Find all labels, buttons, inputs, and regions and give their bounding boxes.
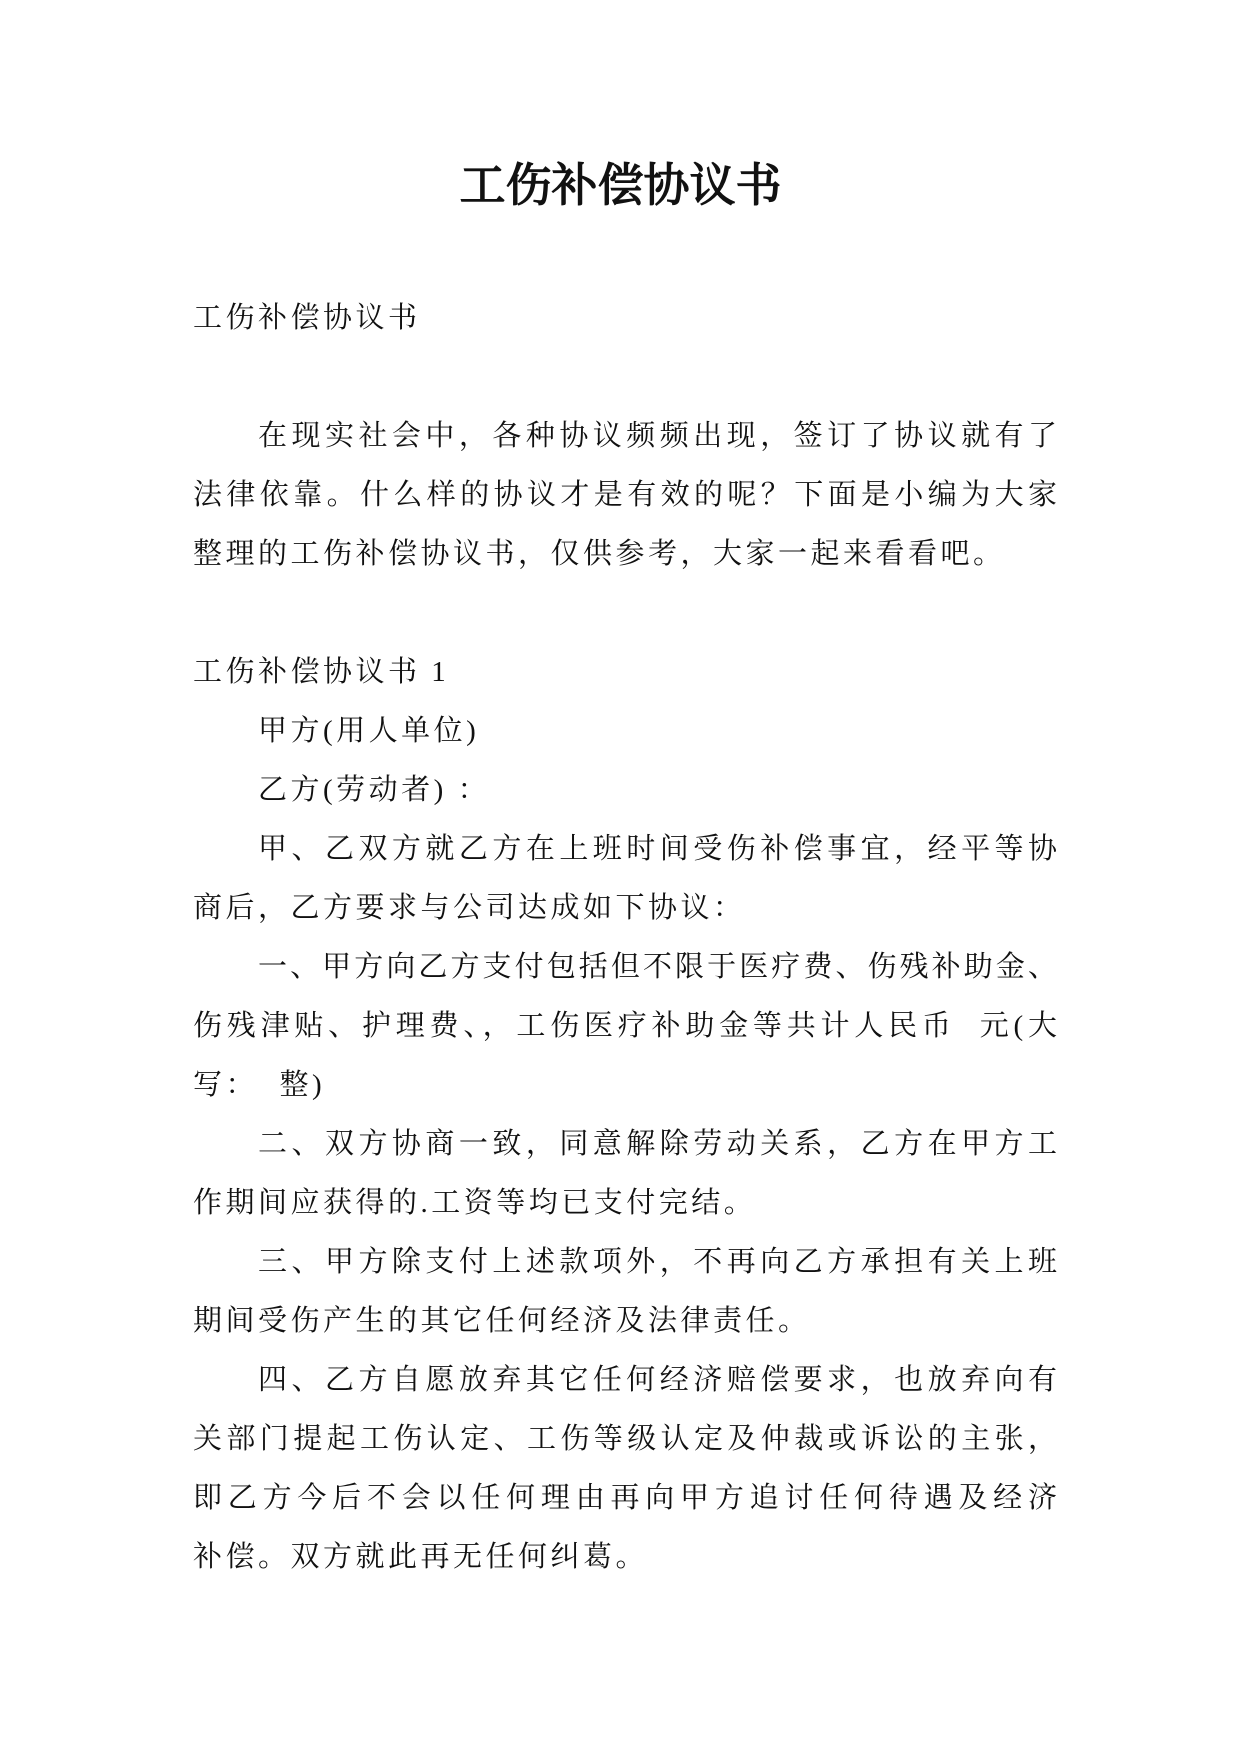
paragraph xyxy=(193,761,1057,820)
paragraph-line: 三、甲方除支付上述款项外，不再向乙方承担有关上班 xyxy=(258,1246,1062,1278)
paragraph-line: 甲方(用人单位) xyxy=(258,715,480,747)
paragraph-line: 商后，乙方要求与公司达成如下协议： xyxy=(193,892,746,924)
paragraph-line: 伤残津贴、护理费、，工伤医疗补助金等共计人民币 元(大 xyxy=(193,1010,1062,1042)
paragraph-line: 乙方(劳动者) ： xyxy=(258,774,491,806)
document-label: 工伤补偿协议书 xyxy=(193,302,421,334)
paragraph xyxy=(193,1233,1062,1351)
paragraph-line: 四、乙方自愿放弃其它任何经济赔偿要求，也放弃向有 xyxy=(258,1364,1062,1396)
paragraph xyxy=(193,407,1062,584)
paragraph-line: 在现实社会中，各种协议频频出现，签订了协议就有了 xyxy=(258,420,1062,452)
paragraph-line: 法律依靠。什么样的协议才是有效的呢？下面是小编为大家 xyxy=(193,479,1062,511)
agreement-heading: 工伤补偿协议书 1 xyxy=(193,656,450,688)
paragraph-line: 写： 整) xyxy=(193,1069,326,1101)
agreement-section xyxy=(193,643,1063,1587)
paragraph-line: 补偿。双方就此再无任何纠葛。 xyxy=(193,1541,649,1573)
paragraph xyxy=(193,820,1062,938)
paragraph-line: 关部门提起工伤认定、工伤等级认定及仲裁或诉讼的主张， xyxy=(193,1423,1062,1455)
paragraph-line: 作期间应获得的.工资等均已支付完结。 xyxy=(193,1187,757,1219)
paragraph-line: 整理的工伤补偿协议书，仅供参考，大家一起来看看吧。 xyxy=(193,538,1006,570)
document-body xyxy=(193,289,1063,1587)
paragraph xyxy=(193,1115,1062,1233)
paragraph xyxy=(193,938,1062,1115)
paragraph-line: 二、双方协商一致，同意解除劳动关系，乙方在甲方工 xyxy=(258,1128,1062,1160)
document-title: 工伤补偿协议书 xyxy=(459,160,782,211)
intro-section xyxy=(193,407,1062,584)
paragraph xyxy=(193,702,1057,761)
paragraph-line: 期间受伤产生的其它任何经济及法律责任。 xyxy=(193,1305,811,1337)
paragraph-line: 甲、乙双方就乙方在上班时间受伤补偿事宜，经平等协 xyxy=(258,833,1062,865)
paragraph-line: 即乙方今后不会以任何理由再向甲方追讨任何待遇及经济 xyxy=(193,1482,1063,1514)
paragraph-line: 一、甲方向乙方支付包括但不限于医疗费、伤残补助金、 xyxy=(258,951,1061,983)
agreement-clauses xyxy=(193,702,1063,1587)
paragraph xyxy=(193,1351,1063,1587)
